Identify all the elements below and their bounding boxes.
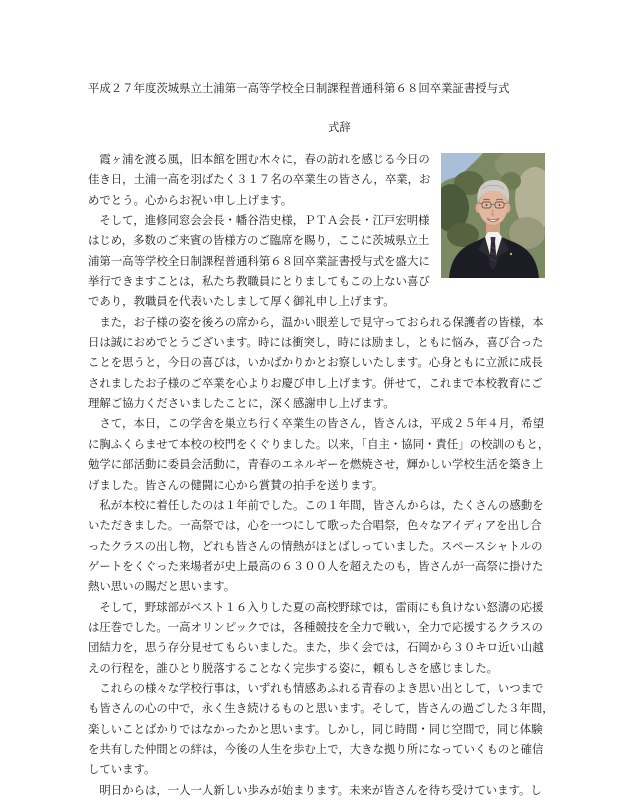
text-line: えの行程を，誰ひとり脱落することなく完歩する姿に，頼もしさを感じました。 [88, 660, 499, 675]
text-line: も皆さんの心の中で，永く生き続けるものと思います。そして，皆さんの過ごした３年間， [88, 701, 554, 716]
text-line: 勉学に部活動に委員会活動に，青春のエネルギーを燃焼させ，輝かしい学校生活を築き上 [88, 457, 544, 472]
document-heading: 式辞 [328, 120, 351, 134]
text-line: ことを思うと，今日の喜びは，いかばかりかとお察しいたします。心身ともに立派に成長 [88, 355, 543, 370]
text-line: 霞ヶ浦を渡る風，旧本館を囲む木々に，春の訪れを感じる今日の [99, 152, 430, 166]
text-line: 佳き日，土浦一高を羽ばたく３１７名の卒業生の皆さん，卒業，お [88, 172, 431, 187]
text-line: 挙行できますことは，私たち教職員にとりましてもこの上ない喜び [88, 274, 430, 289]
text-line: さて，本日，この学舎を巣立ち行く卒業生の皆さん，皆さんは，平成２５年４月，希望 [99, 416, 545, 431]
text-line: は圧巻でした。一高オリンピックでは，各種競技を全力で戦い，全力で応援するクラスの [88, 619, 543, 634]
paragraph-5 [88, 495, 562, 597]
text-line: 理解ご協力くださいましたことに，深く感謝申し上げます。 [88, 396, 395, 411]
text-line: 私が本校に着任したのは１年前でした。この１年間，皆さんからは，たくさんの感動を [99, 497, 544, 512]
text-line: いただきました。一高祭では，心を一つにして歌った合唱祭，色々なアイディアを出し合 [88, 518, 542, 533]
text-line: また，お子様の姿を後ろの席から，温かい眼差しで見守っておられる保護者の皆様，本 [99, 314, 544, 329]
text-line: これらの様々な学校行事は，いずれも情感あふれる青春のよき思い出として，いつまで [99, 680, 544, 695]
text-line: されましたお子様のご卒業を心よりお慶び申し上げます。併せて，これまで本校教育にご [88, 375, 543, 390]
text-line: しています。 [88, 762, 156, 777]
text-line: ったクラスの出し物，どれも皆さんの情熱がほとばしっていました。スペースシャトルの [88, 538, 543, 553]
text-line: を共有した仲間との絆は，今後の人生を歩む上で，大きな拠り所になっていくものと確信 [88, 741, 544, 756]
paragraph-1 [88, 149, 562, 210]
text-line: そして，進修同窓会会長・幡谷浩史様，ＰＴＡ会長・江戸宏明様 [99, 213, 430, 228]
text-line: そして，野球部がベスト１６入りした夏の高校野球では，雷雨にも負けない怒濤の応援 [99, 599, 544, 614]
text-line: 団結力を，思う存分見せてもらいました。また，歩く会では，石岡から３０キロ近い山越 [88, 640, 544, 655]
text-line: げました。皆さんの健闘に心から賞賛の拍手を送ります。 [88, 477, 384, 492]
speech-body [88, 149, 562, 800]
text-line: に胸ふくらませて本校の校門をくぐりました。以来，「自主・協同・責任」の校訓のもと， [88, 436, 550, 451]
paragraph-6 [88, 597, 562, 678]
text-line: めでとう。心からお祝い申し上げます。 [88, 192, 293, 207]
text-line: 明日からは，一人一人新しい歩みが始まります。未来が皆さんを待ち受けています。し [99, 782, 542, 797]
text-line: 日は誠におめでとうございます。時には衝突し，時には励まし，ともに悩み，喜び合った [88, 335, 544, 350]
paragraph-2 [88, 210, 562, 312]
text-line: はじめ，多数のご来賓の皆様方のご臨席を賜り，ここに茨城県立土 [88, 233, 430, 248]
text-line: 熱い思いの賜だと思います。 [88, 579, 236, 594]
paragraph-7 [88, 678, 562, 780]
text-line: 楽しいことばかりではなかったかと思います。しかし，同じ時間・同じ空間で，同じ体験 [88, 721, 543, 736]
text-line: ゲートをくぐった来場者が史上最高の６３００人を超えたのも，皆さんが一高祭に掛けた [88, 558, 544, 573]
paragraph-8 [88, 780, 562, 800]
text-line: であり，教職員を代表いたしまして厚く御礼申し上げます。 [88, 294, 395, 309]
text-line: 浦第一高等学校全日制課程普通科第６８回卒業証書授与式を盛大に [88, 253, 430, 268]
paragraph-3 [88, 312, 562, 414]
paragraph-4 [88, 413, 562, 494]
document-title: 平成２７年度茨城県立土浦第一高等学校全日制課程普通科第６８回卒業証書授与式 [88, 81, 510, 95]
